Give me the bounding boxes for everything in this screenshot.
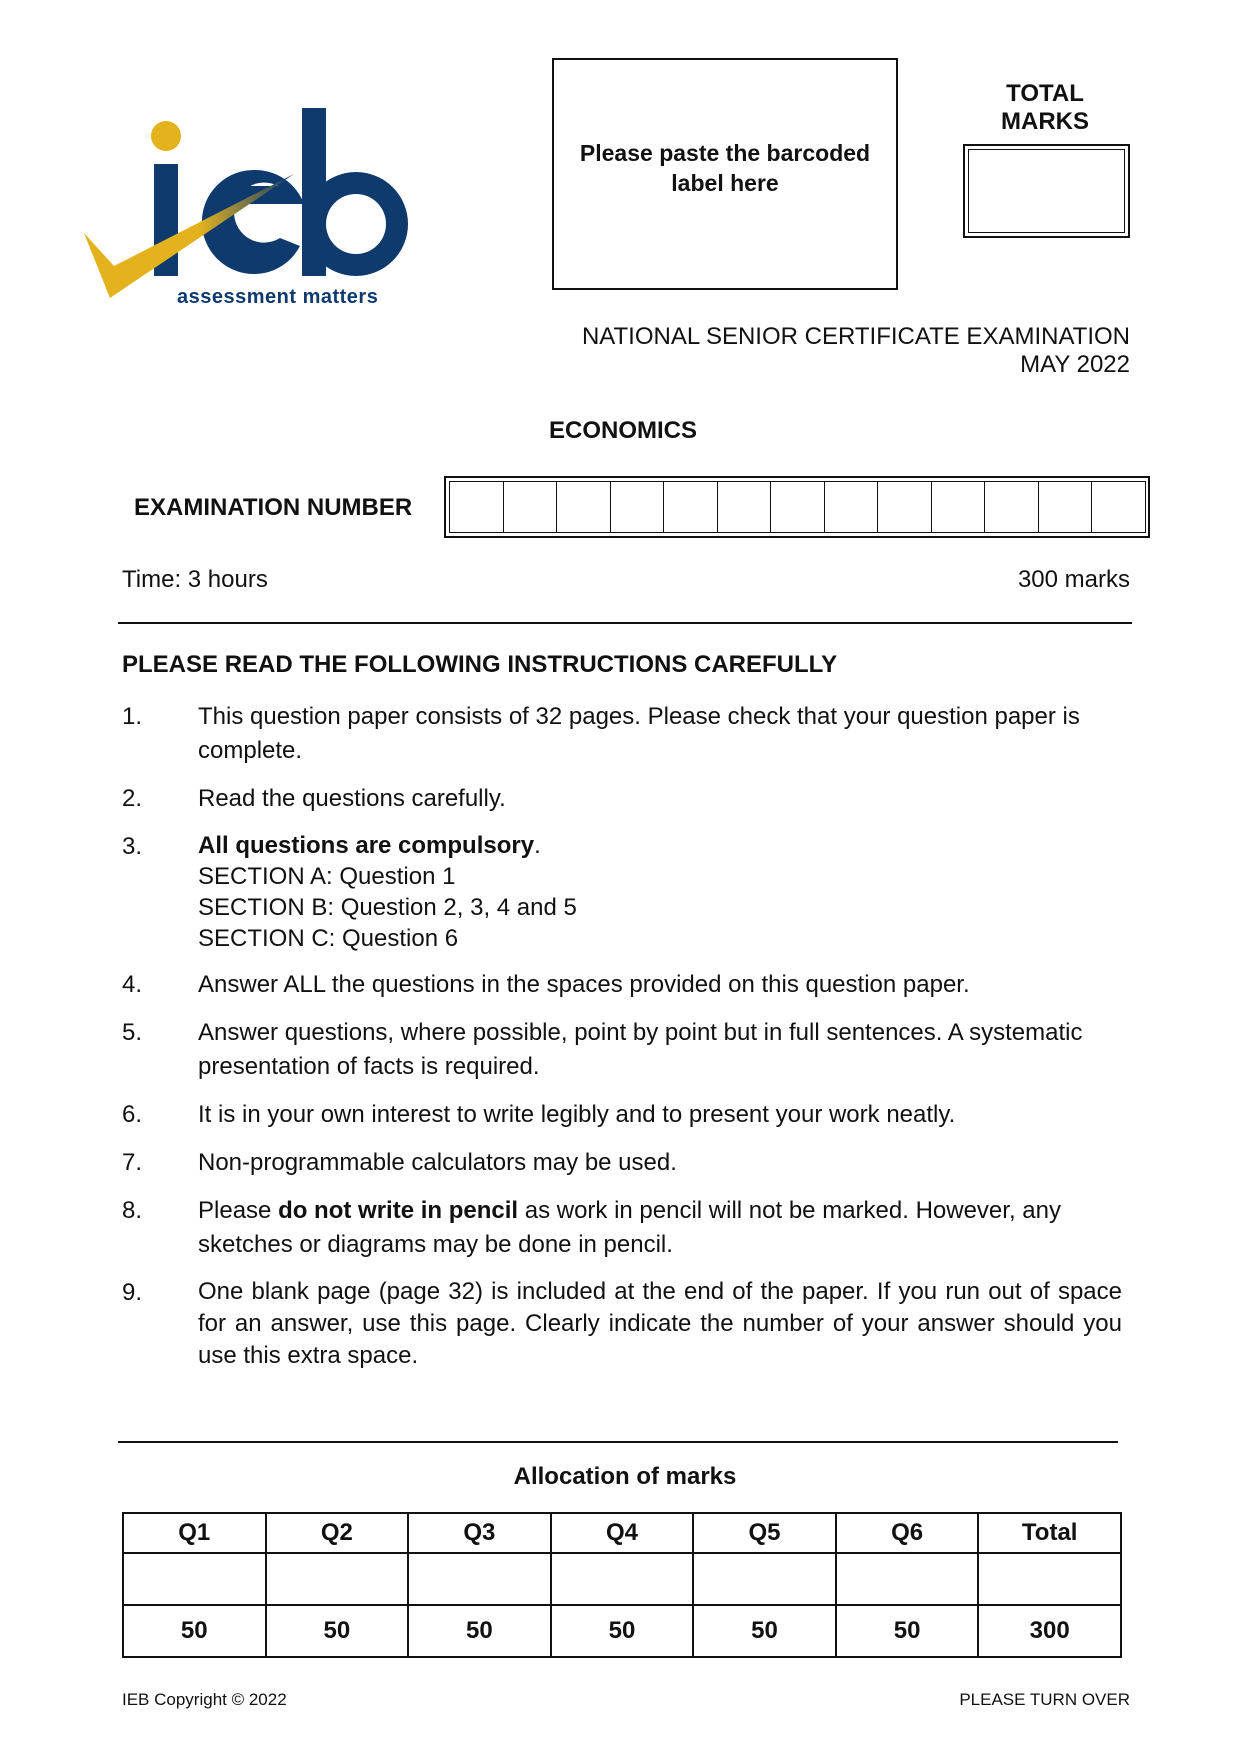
instruction-text-head: Please xyxy=(198,1197,279,1224)
exam-number-cell[interactable] xyxy=(931,481,986,533)
exam-number-cell[interactable] xyxy=(984,481,1039,533)
allocation-score-cell[interactable] xyxy=(123,1553,266,1605)
instruction-text xyxy=(198,1194,1122,1262)
allocation-header-cell: Q5 xyxy=(693,1513,836,1553)
ieb-logo xyxy=(84,108,434,348)
instruction-text: This question paper consists of 32 pages. Please check that your question paper is complete. xyxy=(198,703,1080,764)
instruction-text: One blank page (page 32) is included at the end of the paper. If you run out of space for an answer, use this page. Clearly indicate the number of your answer should you use this extra space. xyxy=(198,1278,1122,1369)
exam-number-cell[interactable] xyxy=(1038,481,1093,533)
exam-number-cell[interactable] xyxy=(877,481,932,533)
total-marks-label: TOTAL MARKS xyxy=(1001,80,1089,135)
section-line: SECTION A: Question 1 xyxy=(198,863,456,890)
allocation-max-cell: 50 xyxy=(408,1605,551,1657)
section-line: SECTION B: Question 2, 3, 4 and 5 xyxy=(198,894,577,921)
logo-tick-icon xyxy=(84,174,294,298)
barcode-label-box xyxy=(552,58,898,290)
exam-number-cell[interactable] xyxy=(503,481,558,533)
instruction-number: 2. xyxy=(122,785,143,812)
total-marks-box[interactable] xyxy=(963,144,1130,238)
copyright: IEB Copyright © 2022 xyxy=(122,1690,287,1709)
allocation-header-cell: Q4 xyxy=(551,1513,694,1553)
examination-number-label: EXAMINATION NUMBER xyxy=(134,494,413,521)
divider xyxy=(118,622,1132,624)
allocation-score-cell[interactable] xyxy=(551,1553,694,1605)
exam-number-cell[interactable] xyxy=(770,481,825,533)
instruction-item xyxy=(122,1194,1122,1262)
instruction-number: 8. xyxy=(122,1197,143,1224)
allocation-max-cell: 50 xyxy=(693,1605,836,1657)
logo-tagline: assessment matters xyxy=(177,286,379,308)
allocation-max-cell: 50 xyxy=(551,1605,694,1657)
exam-number-cell[interactable] xyxy=(663,481,718,533)
logo-dot-icon xyxy=(151,121,181,151)
exam-title-block xyxy=(500,323,1130,379)
instruction-text-tail: as work in pencil will not be marked. However, any sketches or diagrams may be done in pencil. xyxy=(198,1197,1061,1258)
instruction-text: Non-programmable calculators may be used. xyxy=(198,1149,677,1176)
instruction-emphasis: do not write in pencil xyxy=(278,1197,519,1224)
examination-number-grid xyxy=(444,476,1150,538)
exam-time: Time: 3 hours xyxy=(122,566,268,593)
exam-number-cell[interactable] xyxy=(556,481,611,533)
allocation-header-cell: Q6 xyxy=(836,1513,979,1553)
table-row xyxy=(123,1513,1121,1553)
instruction-number: 3. xyxy=(122,833,143,860)
instruction-item xyxy=(122,1016,1122,1084)
table-row xyxy=(123,1605,1121,1657)
instruction-text: Read the questions carefully. xyxy=(198,785,506,812)
allocation-score-cell[interactable] xyxy=(836,1553,979,1605)
instruction-text-tail: . xyxy=(534,832,541,859)
divider xyxy=(118,1441,1118,1443)
instruction-item xyxy=(122,782,1122,816)
table-row xyxy=(123,1553,1121,1605)
allocation-title: Allocation of marks xyxy=(513,1463,737,1490)
instruction-text: Answer ALL the questions in the spaces provided on this question paper. xyxy=(198,971,970,998)
instruction-text xyxy=(198,830,1122,954)
instruction-number: 1. xyxy=(122,703,143,730)
instruction-item xyxy=(122,700,1122,768)
instruction-text: Answer questions, where possible, point by point but in full sentences. A systematic presentation of facts is required. xyxy=(198,1019,1083,1080)
exam-marks: 300 marks xyxy=(1017,566,1130,593)
allocation-max-cell: 50 xyxy=(123,1605,266,1657)
instruction-item xyxy=(122,1276,1122,1372)
allocation-header-cell: Q3 xyxy=(408,1513,551,1553)
instruction-number: 6. xyxy=(122,1101,143,1128)
instruction-number: 4. xyxy=(122,971,143,998)
exam-session: MAY 2022 xyxy=(1020,351,1130,378)
allocation-header-cell: Q1 xyxy=(123,1513,266,1553)
instruction-number: 7. xyxy=(122,1149,143,1176)
subject-title: ECONOMICS xyxy=(549,417,698,444)
instruction-item xyxy=(122,1146,1122,1180)
instruction-emphasis: All questions are compulsory xyxy=(198,832,535,859)
allocation-max-cell: 50 xyxy=(836,1605,979,1657)
instructions-heading: PLEASE READ THE FOLLOWING INSTRUCTIONS CAREFULLY xyxy=(122,651,838,678)
exam-number-cell[interactable] xyxy=(610,481,665,533)
instruction-number: 9. xyxy=(122,1279,143,1306)
section-line: SECTION C: Question 6 xyxy=(198,925,459,952)
barcode-label-text: Please paste the barcoded label here xyxy=(579,140,871,196)
allocation-table xyxy=(122,1512,1122,1658)
exam-title: NATIONAL SENIOR CERTIFICATE EXAMINATION xyxy=(581,323,1130,350)
instruction-item xyxy=(122,830,1122,954)
allocation-max-cell: 300 xyxy=(978,1605,1121,1657)
allocation-score-cell[interactable] xyxy=(408,1553,551,1605)
exam-number-cell[interactable] xyxy=(449,481,504,533)
instruction-item xyxy=(122,1098,1122,1132)
instruction-text: It is in your own interest to write legibly and to present your work neatly. xyxy=(198,1101,956,1128)
allocation-header-cell: Total xyxy=(978,1513,1121,1553)
allocation-max-cell: 50 xyxy=(266,1605,409,1657)
allocation-header-cell: Q2 xyxy=(266,1513,409,1553)
instruction-item xyxy=(122,968,1122,1002)
allocation-score-cell[interactable] xyxy=(978,1553,1121,1605)
instructions-list xyxy=(122,700,1122,1386)
please-turn-over: PLEASE TURN OVER xyxy=(959,1690,1130,1709)
instruction-number: 5. xyxy=(122,1019,143,1046)
exam-number-cell[interactable] xyxy=(717,481,772,533)
allocation-score-cell[interactable] xyxy=(693,1553,836,1605)
exam-number-cell[interactable] xyxy=(824,481,879,533)
exam-number-cell[interactable] xyxy=(1091,481,1146,533)
allocation-score-cell[interactable] xyxy=(266,1553,409,1605)
